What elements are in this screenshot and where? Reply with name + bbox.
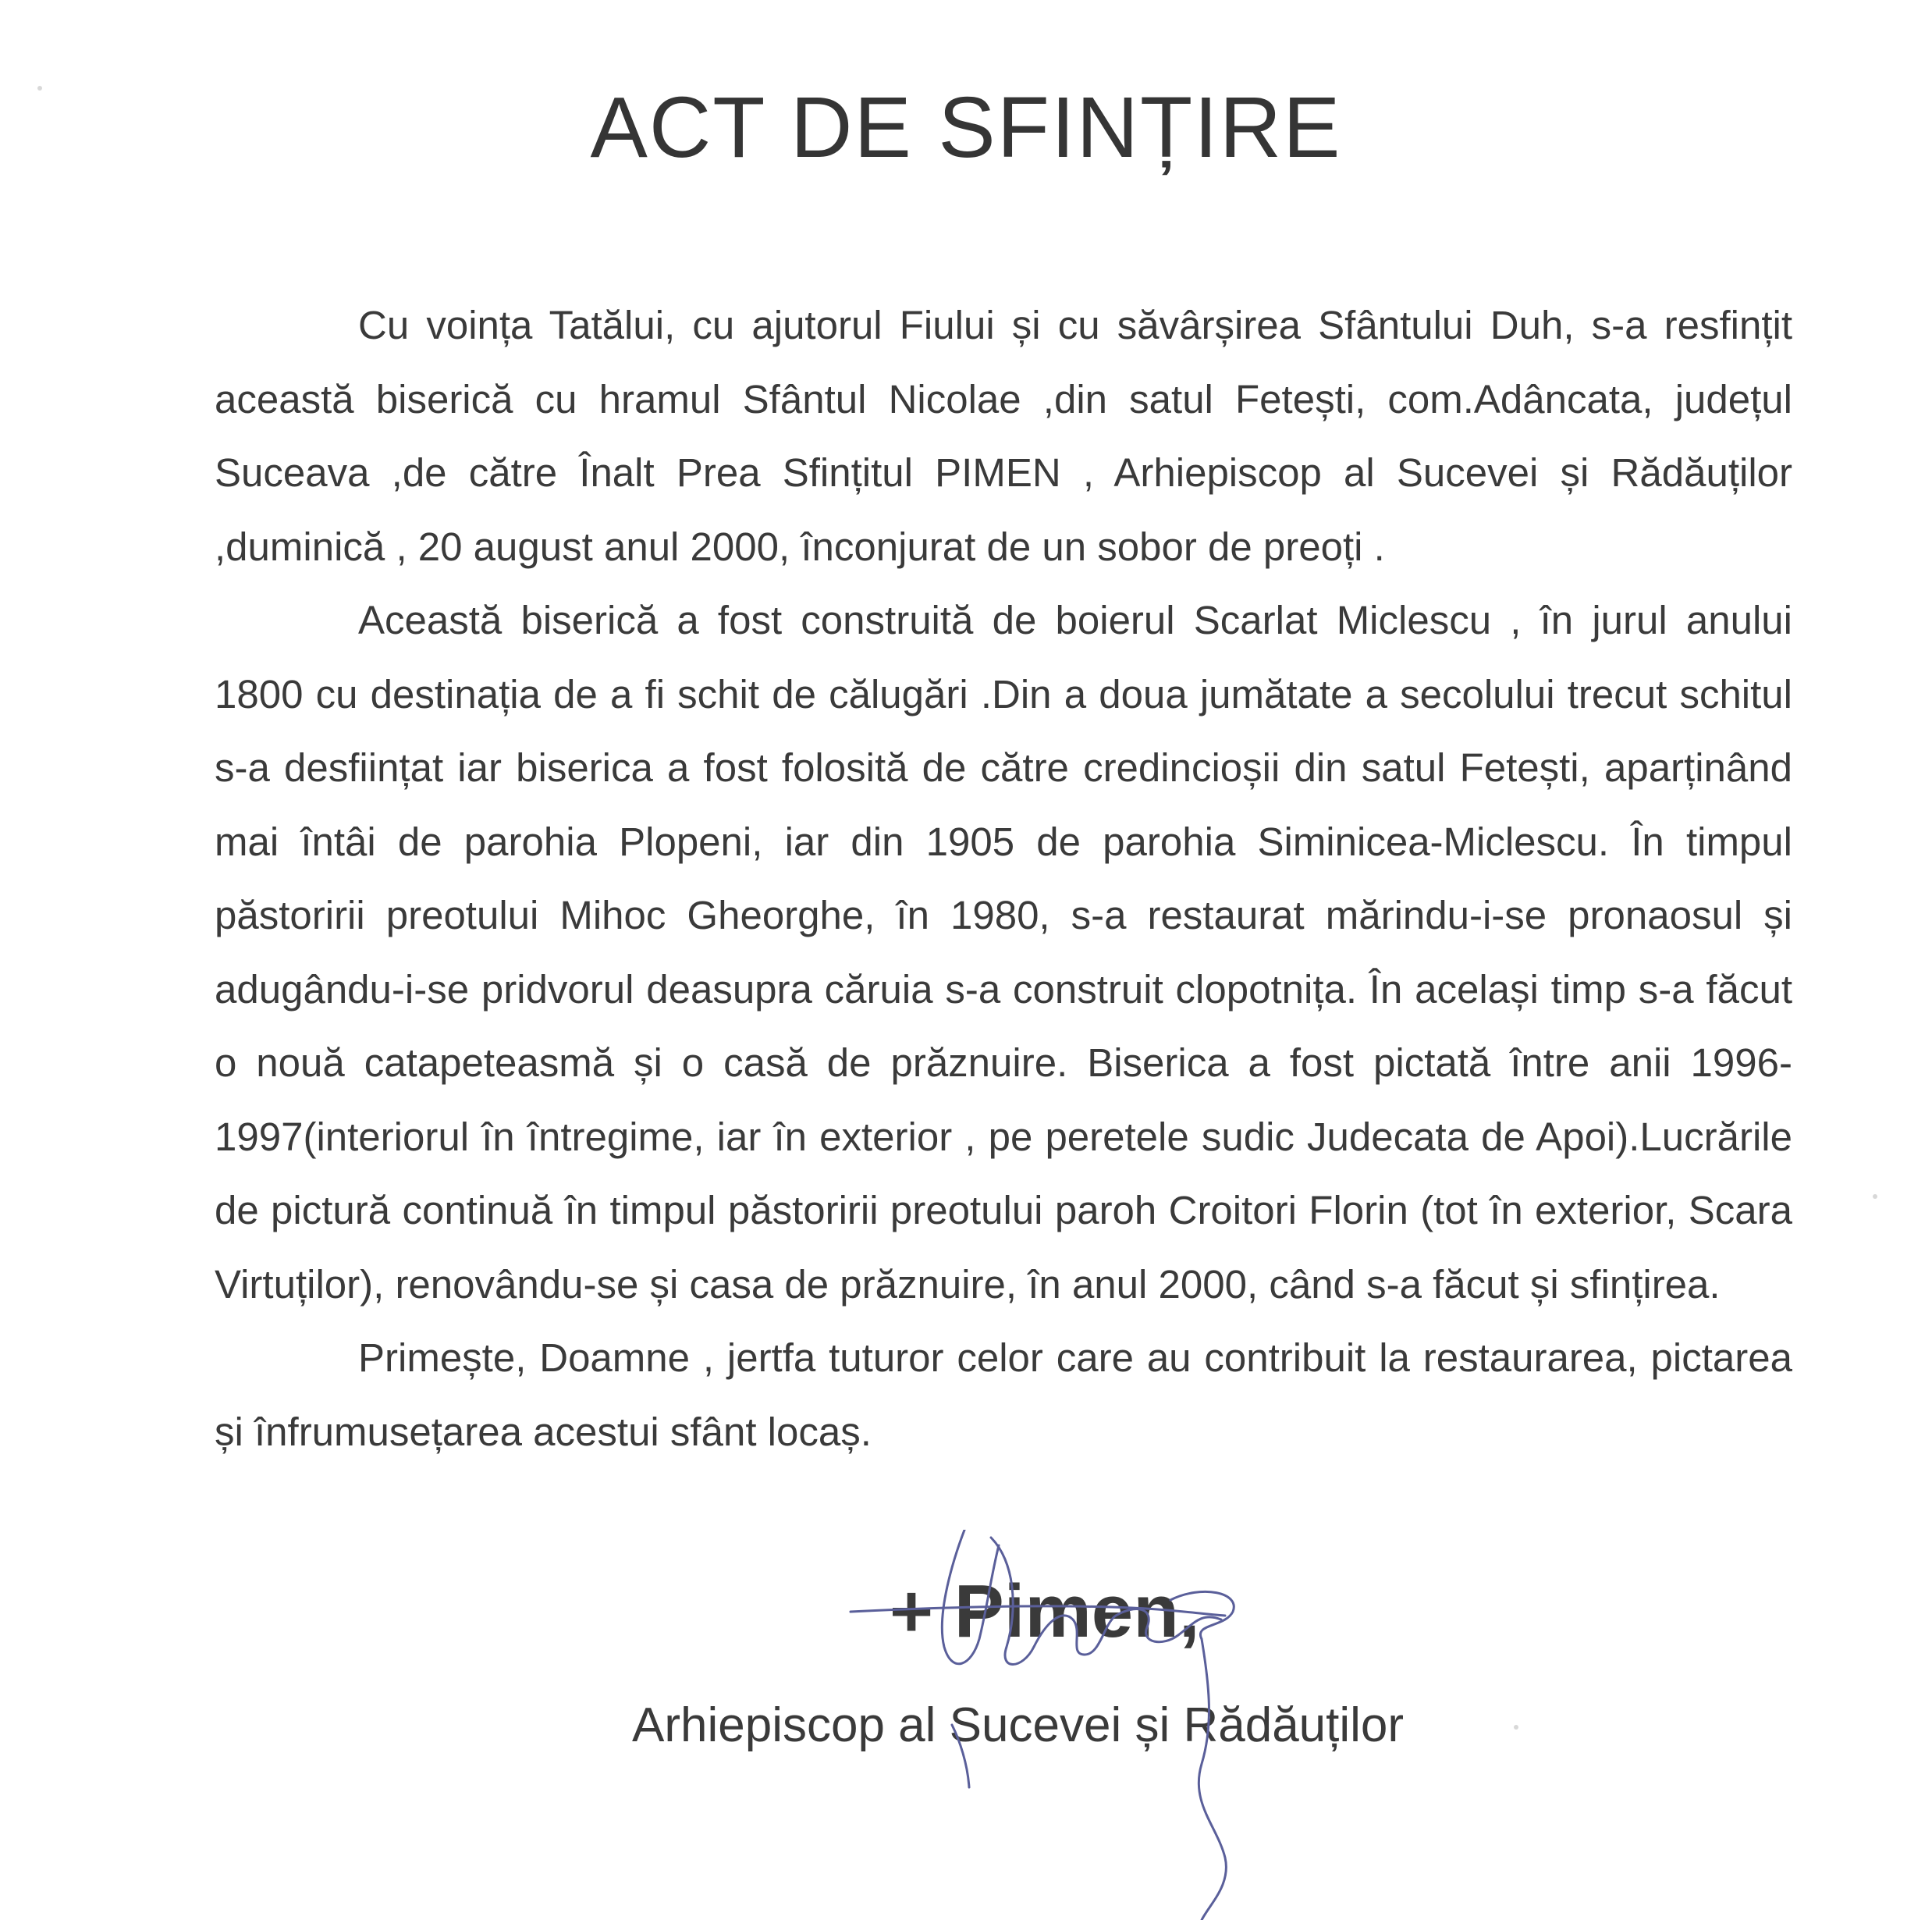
scan-speck <box>1514 1725 1518 1730</box>
signatory-title: Arhiepiscop al Sucevei și Rădăuților <box>632 1698 1405 1752</box>
document-title: ACT DE SFINȚIRE <box>590 80 1342 176</box>
paragraph-history: Această biserică a fost construită de boierul Scarlat Miclescu , în jurul anului 1800 cu destinația de a fi schit de călugări .Din a doua jumătate a secolului trecut schitul s-a desființat iar biserica a fost folosită de către credincioșii din satul Fetești, aparținând mai întâi de parohia Plopeni, iar din 1905 de parohia Siminicea-Miclescu. În timpul păstoririi preotului Mihoc Gheorghe, în 1980, s-a restaurat mărindu-i-se pronaosul și adugându-i-se pridvorul deasupra căruia s-a construit clopotnița. În același timp s-a făcut o nouă catapeteasmă și o casă de prăznuire. Biserica a fost pictată între anii 1996-1997(interiorul în întregime, iar în exterior , pe peretele sudic Judecata de Apoi).Lucrările de pictură continuă în timpul păstoririi preotului paroh Croitori Florin (tot în exterior, Scara Virtuților), renovându-se și casa de prăznuire, în anul 2000, când s-a făcut și sfințirea. <box>215 598 1792 1307</box>
scan-speck <box>37 86 42 91</box>
signatory-name: + Pimen, <box>890 1570 1200 1653</box>
signature-block <box>632 1553 1646 1920</box>
paragraph-consecration: Cu voința Tatălui, cu ajutorul Fiului și cu săvârșirea Sfântului Duh, s-a resfințit această biserică cu hramul Sfântul Nicolae ,din satul Fetești, com.Adâncata, județul Suceava ,de către Înalt Prea Sfințitul PIMEN , Arhiepiscop al Sucevei și Rădăuților ,duminică , 20 august anul 2000, înconjurat de un sobor de preoți . <box>215 303 1792 569</box>
document-body <box>215 289 1792 1469</box>
scan-speck <box>1873 1194 1877 1199</box>
paragraph-prayer: Primește, Doamne , jertfa tuturor celor care au contribuit la restaurarea, pictarea și înfrumusețarea acestui sfânt locaș. <box>215 1335 1792 1454</box>
